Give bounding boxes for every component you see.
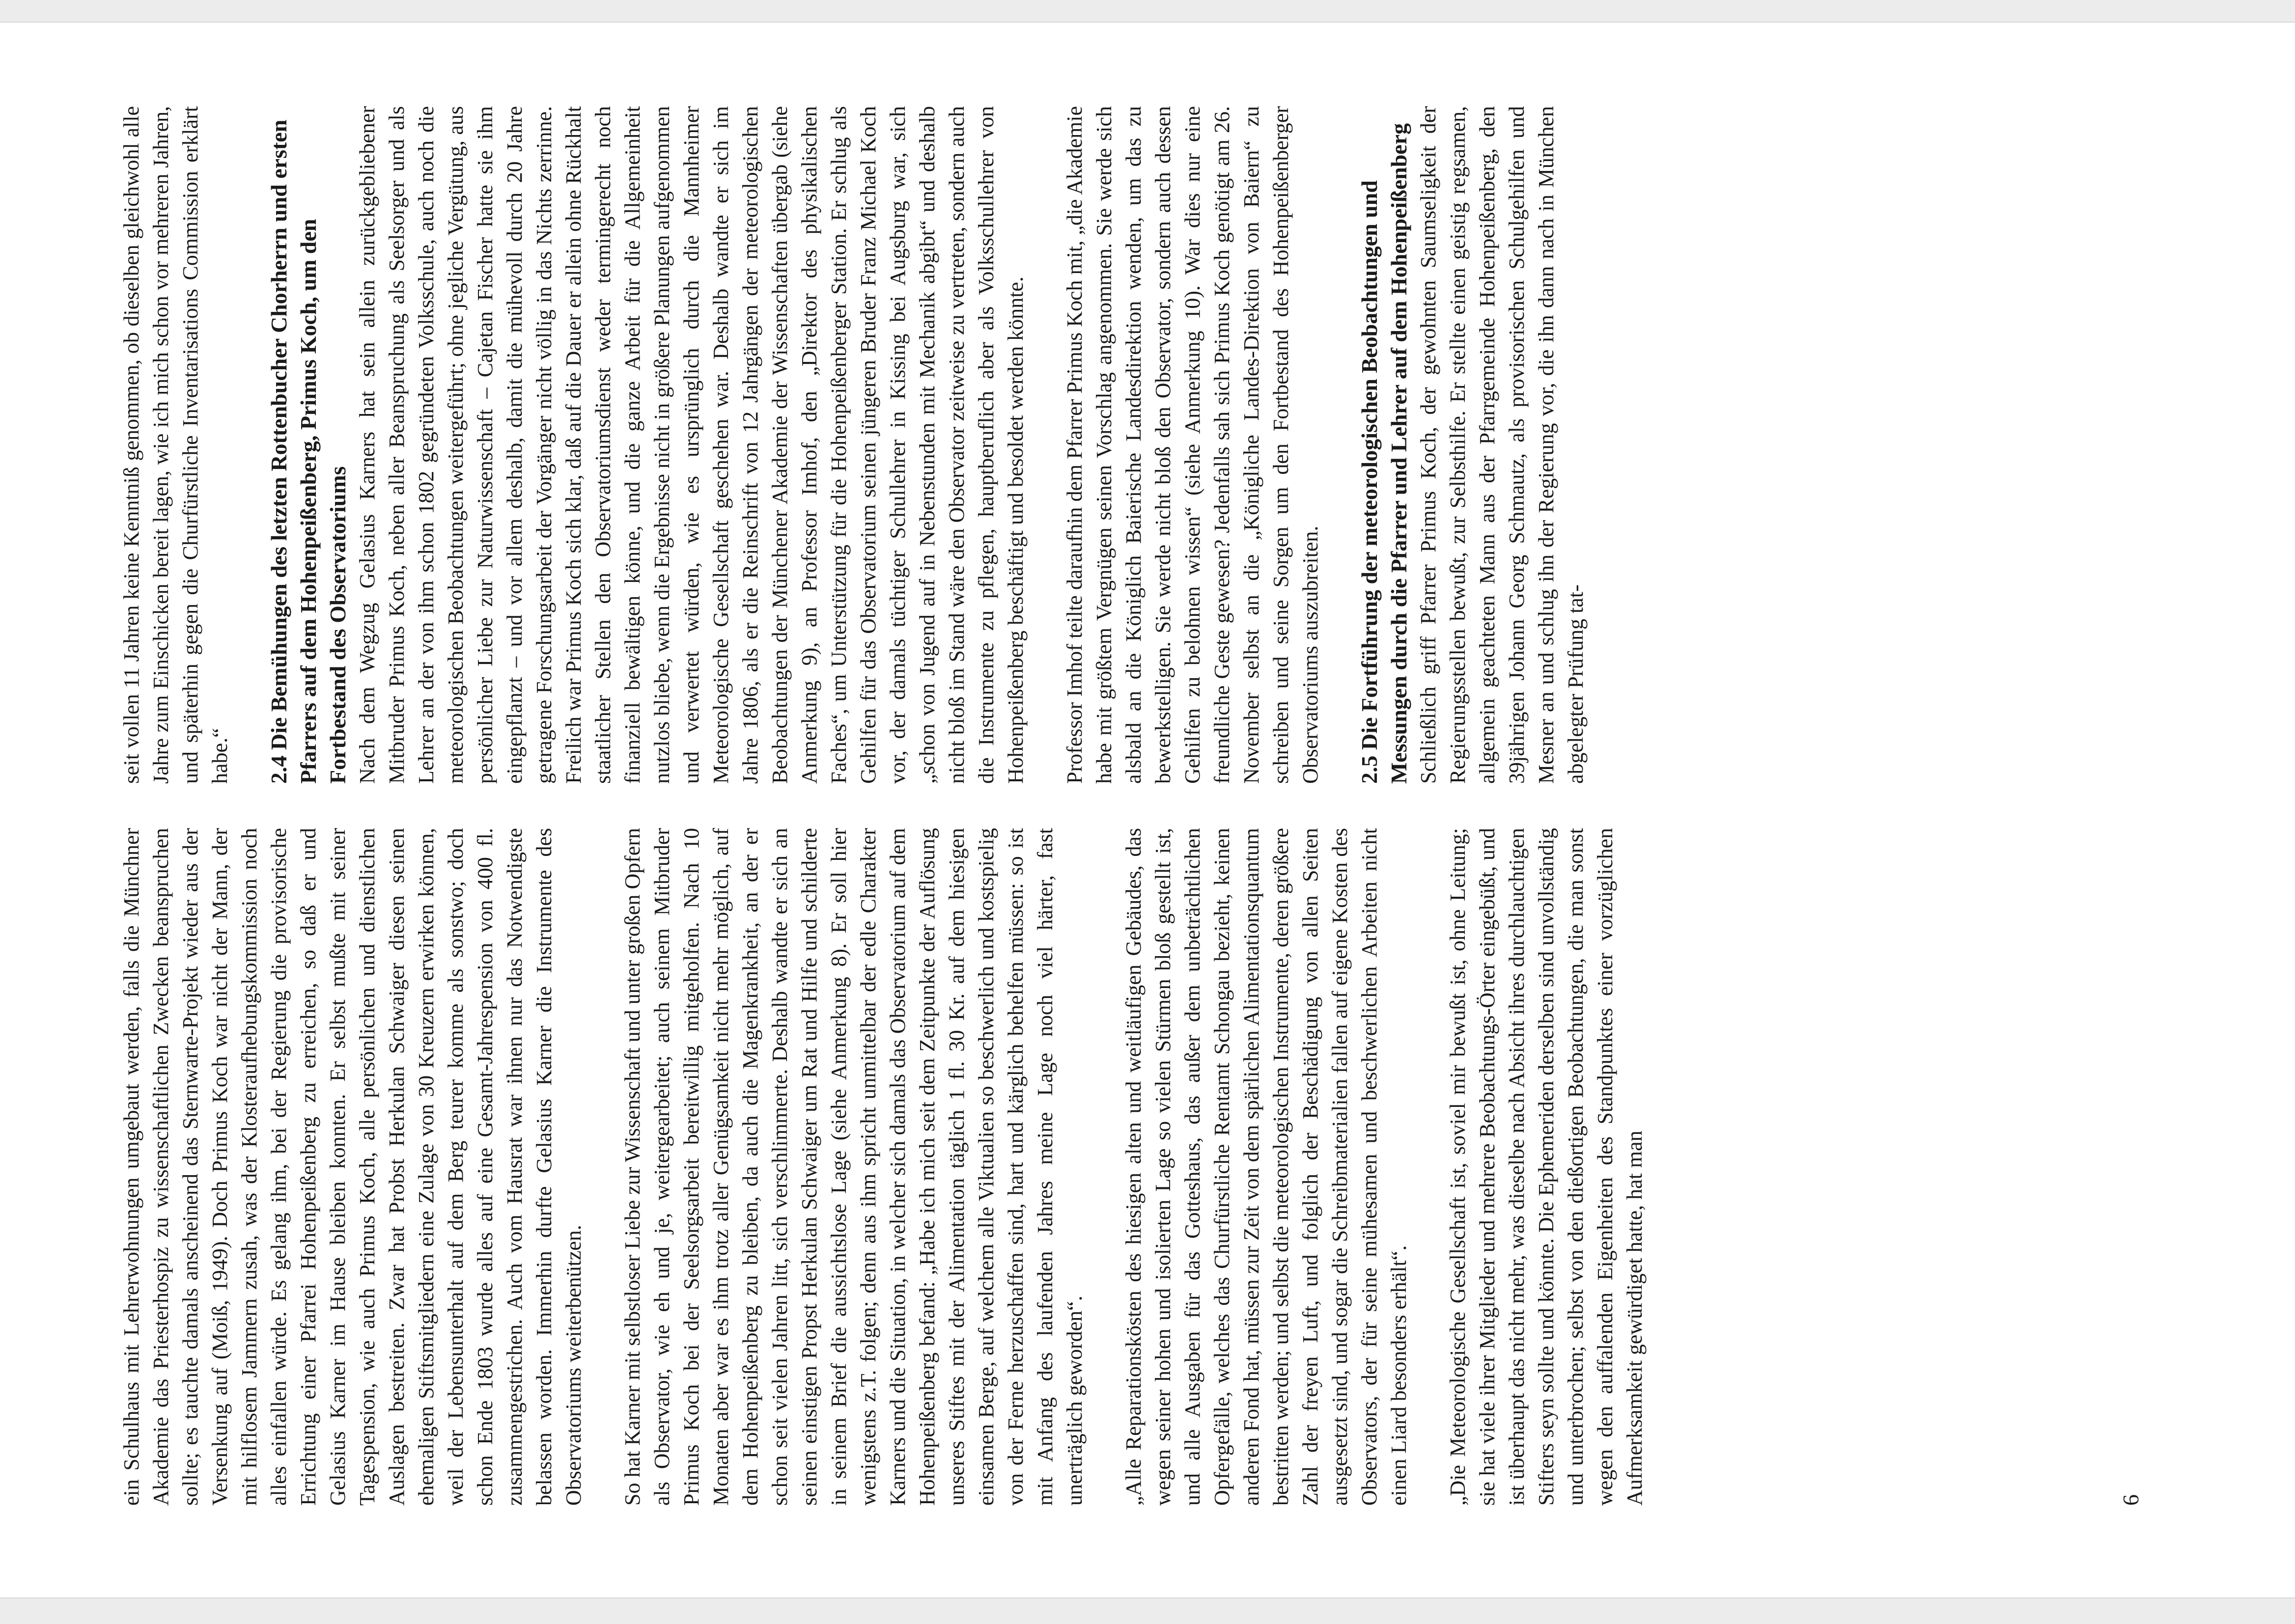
paragraph: Professor Imhof teilte daraufhin dem Pfarrer Primus Koch mit, „die Akademie habe mit größtem Vergnügen seinen Vorschlag angenommen. Sie werde sich alsbald an die Königlich Baierische Landesdirektion wenden, um das zu bewerkstelligen. Sie werde nicht bloß den Observator, sondern auch dessen Gehilfen zu belohnen wissen“ (siehe Anmerkung 10). War dies nur eine freundliche Geste gewesen? Jedenfalls sah sich Primus Koch genötigt am 26. November selbst an die „Königliche Landes-Direktion von Baiern“ zu schreiben und seine Sorgen um den Fortbestand des Hohenpeißenberger Observatoriums auszubreiten.	[1063, 106, 1322, 784]
page-number: 6	[2118, 1494, 2143, 1506]
paragraph: So hat Karner mit selbstloser Liebe zur Wissenschaft und unter großen Opfern als Observator, wie eh und je, weitergearbeitet; auch seinem Mitbruder Primus Koch bei der Seelsorgsarbeit bereitwillig mitgeholfen. Nach 10 Monaten aber war es ihm trotz aller Genügsamkeit nicht mehr möglich, auf dem Hohenpeißenberg zu bleiben, da auch die Magenkrankheit, an der er schon seit vielen Jahren litt, sich verschlimmerte. Deshalb wandte er sich an seinen einstigen Propst Herkulan Schwaiger um Rat und Hilfe und schilderte in seinem Brief die aussichtslose Lage (siehe Anmerkung 8). Er soll hier wenigstens z.T. folgen; denn aus ihm spricht unmittelbar der edle Charakter Karners und die Situation, in welcher sich damals das Observatorium auf dem Hohenpeißenberg befand: „Habe ich mich seit dem Zeitpunkte der Auflösung unseres Stiftes mit der Alimentation täglich 1 fl. 30 Kr. auf dem hiesigen einsamen Berge, auf welchem alle Viktualien so beschwerlich und kostspielig von der Ferne herzuschaffen sind, hart und kärglich behelfen müssen: so ist mit Anfang des laufenden Jahres meine Lage noch viel härter, fast unerträglich geworden“.	[620, 828, 1087, 1506]
scanner-edge-top	[0, 0, 2295, 23]
paragraph: Schließlich griff Pfarrer Primus Koch, der gewohnten Saumseligkeit der Regierungsstellen bewußt, zur Selbsthilfe. Er stellte einen geistig regsamen, allgemein geachteten Mann aus der Pfarrgemeinde Hohenpeißenberg, den 39jährigen Johann Georg Schmautz, als provisorischen Schulgehilfen und Mesner an und schlug ihn der Regierung vor, die ihn dann nach in München abgelegter Prüfung tat-	[1416, 106, 1588, 784]
right-column	[117, 106, 2111, 784]
section-heading: 2.5 Die Fortführung der meteorologischen Beobachtungen und Messungen durch die Pfarrer und Lehrer auf dem Hohenpeißenberg	[1357, 123, 1411, 784]
paragraph: „Alle Reparationskösten des hiesigen alten und weitläufigen Gebäudes, das wegen seiner hohen und isolierten Lage so vielen Stürmen bloß gestellt ist, und alle Ausgaben für das Gotteshaus, das außer dem unbeträchtlichen Opfergefälle, welches das Churfürstliche Rentamt Schongau bezieht, keinen anderen Fond hat, müssen zur Zeit von dem spärlichen Alimentationsquantum bestritten werden; und selbst die meteorologischen Instrumente, deren größere Zahl der freyen Luft, und folglich der Beschädigung von allen Seiten ausgesetzt sind, und sogar die Schreibmaterialien fallen auf eigene Kosten des Observators, der für seine mühesamen und beschwerlichen Arbeiten nicht einen Liard besonders erhält“.	[1121, 828, 1411, 1506]
paragraph: „Die Meteorologische Gesellschaft ist, soviel mir bewußt ist, ohne Leitung; sie hat viele ihrer Mitglieder und mehrere Beobachtungs-Örter eingebüßt, und ist überhaupt das nicht mehr, was dieselbe nach Absicht ihres durchlauchtigen Stifters seyn sollte und könnte. Die Ephemeriden derselben sind unvollständig und unterbrochen; selbst von den dießortigen Beobachtungen, die man sonst wegen den auffalenden Eigenheiten des Standpunktes einer vorzüglichen Aufmerksamkeit gewürdiget hatte, hat man	[1446, 828, 1647, 1506]
paragraph: seit vollen 11 Jahren keine Kenntniß genommen, ob dieselben gleichwohl alle Jahre zum Einschicken bereit lagen, wie ich mich schon vor mehreren Jahren, und späterhin gegen die Churfürstliche Inventarisations Commission erklärt habe.“	[119, 106, 232, 784]
left-column	[117, 828, 2111, 1506]
paragraph: ein Schulhaus mit Lehrerwohnungen umgebaut werden, falls die Münchner Akademie das Priesterhospiz zu wissenschaftlichen Zwecken beanspruchen sollte; es tauchte damals anscheinend das Sternwarte-Projekt wieder aus der Versenkung auf (Moiß, 1949). Doch Primus Koch war nicht der Mann, der mit hilflosem Jammern zusah, was der Klosteraufhebungskommission noch alles einfallen würde. Es gelang ihm, bei der Regierung die provisorische Errichtung einer Pfarrei Hohenpeißenberg zu erreichen, so daß er und Gelasius Karner im Hause bleiben konnten. Er selbst mußte mit seiner Tagespension, wie auch Primus Koch, alle persönlichen und dienstlichen Auslagen bestreiten. Zwar hat Probst Herkulan Schwaiger diesen seinen ehemaligen Stiftsmitgliedern eine Zulage von 30 Kreuzern erwirken können, weil der Lebensunterhalt auf dem Berg teurer komme als sonstwo; doch schon Ende 1803 wurde alles auf eine Gesamt-Jahrespension von 400 fl. zusammengestrichen. Auch vom Hausrat war ihnen nur das Notwendigste belassen worden. Immerhin durfte Gelasius Karner die Instrumente des Observatoriums weiterbenützen.	[119, 828, 586, 1506]
scanner-edge-bottom	[0, 1597, 2295, 1624]
rotated-text-page	[117, 106, 2143, 1506]
paragraph: Nach dem Wegzug Gelasius Karners hat sein allein zurückgebliebener Mitbruder Primus Koch, neben aller Beanspruchung als Seelsorger und als Lehrer an der von ihm schon 1802 gegründeten Volksschule, auch noch die meteorologischen Beobachtungen weitergeführt; ohne jegliche Vergütung, aus persönlicher Liebe zur Naturwissenschaft – Cajetan Fischer hatte sie ihm eingepflanzt – und vor allem deshalb, damit die mühevoll durch 20 Jahre getragene Forschungsarbeit der Vorgänger nicht völlig in das Nichts zerrinne. Freilich war Primus Koch sich klar, daß auf die Dauer er allein ohne Rückhalt staatlicher Stellen den Observatoriumsdienst weder termingerecht noch finanziell bewältigen könne, und die ganze Arbeit für die Allgemeinheit nutzlos bliebe, wenn die Ergebnisse nicht in größere Planungen aufgenommen und verwertet würden, wie es ursprünglich durch die Mannheimer Meteorologische Gesellschaft geschehen war. Deshalb wandte er sich im Jahre 1806, als er die Reinschrift von 12 Jahrgängen der meteorologischen Beobachtungen der Münchener Akademie der Wissenschaften übergab (siehe Anmerkung 9), an Professor Imhof, den „Direktor des physikalischen Faches“, um Unterstützung für die Hohenpeißenberger Station. Er schlug als Gehilfen für das Observatorium seinen jüngeren Bruder Franz Michael Koch vor, der damals tüchtiger Schullehrer in Kissing bei Augsburg war, sich „schon von Jugend auf in Nebenstunden mit Mechanik abgibt“ und deshalb nicht bloß im Stand wäre den Observator zeitweise zu vertreten, sondern auch die Instrumente zu pflegen, hauptberuflich aber als Volksschullehrer von Hohenpeißenberg beschäftigt und besoldet werden könnte.	[355, 106, 1028, 784]
section-heading: 2.4 Die Bemühungen des letzten Rottenbucher Chorherrn und ersten Pfarrers auf dem Hohenpeißenberg, Primus Koch, um den Fortbestand des Observatoriums	[266, 119, 350, 784]
